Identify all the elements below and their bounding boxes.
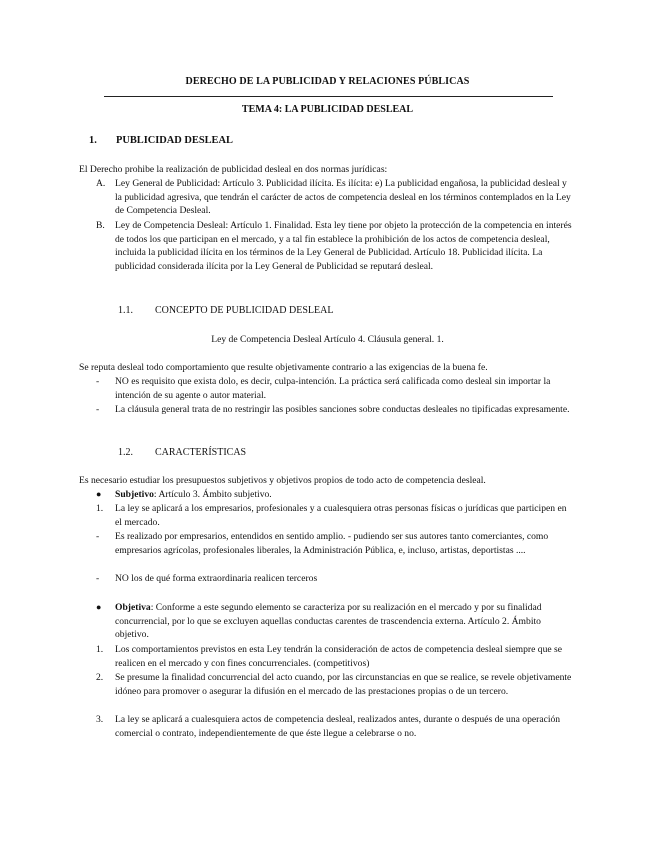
list-marker: 1.	[96, 503, 104, 514]
list-item	[92, 502, 582, 530]
list-item	[92, 375, 582, 403]
section-1-intro: El Derecho prohibe la realización de publicidad desleal en dos normas jurídicas:	[79, 164, 388, 175]
list-item-text: La ley se aplicará a cualesquiera actos de competencia desleal, realizados antes, durante o después de una operación comercial o contrato, independientemente de que éste llegue a celebrarse o no.	[115, 714, 561, 739]
list-item-text: Los comportamientos previstos en esta Ley tendrán la consideración de actos de competencia desleal siempre que se realicen en el mercado y con fines concurrenciales. (competitivos)	[115, 644, 563, 669]
section-1-1-heading	[0, 304, 655, 318]
document-subtitle: TEMA 4: LA PUBLICIDAD DESLEAL	[241, 104, 414, 115]
title-divider	[104, 96, 553, 97]
bullet-label: Objetiva	[115, 602, 151, 613]
section-number: 1.2.	[118, 447, 133, 458]
list-item-text: La ley se aplicará a los empresarios, profesionales y a cualesquiera otras personas físicas o jurídicas que participen en el mercado.	[115, 503, 567, 528]
section-number: 1.	[89, 135, 97, 146]
list-item	[92, 530, 582, 572]
bullet-item-objetiva	[92, 601, 582, 643]
list-item	[92, 572, 582, 586]
list-marker: B.	[96, 220, 105, 231]
section-title: PUBLICIDAD DESLEAL	[116, 135, 233, 146]
document-title: DERECHO DE LA PUBLICIDAD Y RELACIONES PÚBLICAS	[185, 76, 470, 87]
section-1-2-intro: Es necesario estudiar los presupuestos subjetivos y objetivos propios de todo acto de competencia desleal.	[79, 475, 486, 486]
section-1-2-heading	[0, 446, 655, 460]
list-item-text: La cláusula general trata de no restringir las posibles sanciones sobre conductas desleales no tipificadas expresamente.	[115, 404, 570, 415]
bullet-item-subjetivo	[92, 488, 582, 502]
list-item-text: Ley de Competencia Desleal: Artículo 1. Finalidad. Esta ley tiene por objeto la protección de la competencia en interés de todos los que participan en el mercado, y a tal fin establece la prohibición de los actos de competencia desleal, incluida la publicidad ilícita en los términos de la Ley General de Publicidad. Artículo 18. Publicidad ilícita. La publicidad considerada ilícita por la Ley General de Publicidad se reputará desleal.	[115, 220, 572, 272]
list-marker: 1.	[96, 644, 104, 655]
list-item	[92, 403, 582, 431]
section-1-1-intro: Se reputa desleal todo comportamiento que resulte objetivamente contrario a las exigencias de la buena fe.	[79, 362, 488, 373]
bullet-text: : Artículo 3. Ámbito subjetivo.	[153, 489, 272, 500]
bullet-icon: ●	[96, 489, 102, 499]
list-item	[92, 177, 582, 219]
list-item-text: Es realizado por empresarios, entendidos en sentido amplio. - pudiendo ser sus autores tanto comerciantes, como empresarios agrícolas, profesionales liberales, la Administración Pública, e, incluso, artistas, deportistas ....	[115, 531, 549, 556]
section-title: CARACTERÍSTICAS	[155, 447, 247, 458]
list-marker: 3.	[96, 714, 104, 725]
section-title: CONCEPTO DE PUBLICIDAD DESLEAL	[155, 305, 334, 316]
list-item-text: NO es requisito que exista dolo, es decir, culpa-intención. La práctica será calificada como desleal sin importar la intención de su agente o autor material.	[115, 376, 551, 401]
bullet-label: Subjetivo	[115, 489, 154, 500]
list-marker: -	[96, 531, 100, 542]
list-item-text: NO los de qué forma extraordinaria realicen terceros	[115, 573, 318, 584]
section-1-heading	[0, 134, 655, 148]
bullet-text: : Conforme a este segundo elemento se caracteriza por su realización en el mercado y por su finalidad concurrencial, por lo que se excluyen aquellas conductas carentes de trascendencia externa. Artículo 2. Ámbito objetivo.	[115, 602, 542, 641]
list-marker: A.	[96, 178, 106, 189]
list-marker: -	[96, 376, 100, 387]
list-marker: 2.	[96, 672, 104, 683]
citation: Ley de Competencia Desleal Artículo 4. Cláusula general. 1.	[211, 334, 444, 345]
list-item	[92, 713, 582, 741]
list-item-text: Ley General de Publicidad: Artículo 3. Publicidad ilícita. Es ilícita: e) La publicidad engañosa, la publicidad desleal y la publicidad agresiva, que tendrán el carácter de actos de competencia desleal en los términos contemplados en la Ley de Competencia Desleal.	[115, 178, 571, 217]
section-number: 1.1.	[118, 305, 133, 316]
list-marker: -	[96, 404, 100, 415]
list-item	[92, 643, 582, 671]
list-item	[92, 219, 582, 289]
bullet-icon: ●	[96, 602, 102, 612]
list-marker: -	[96, 573, 100, 584]
list-item	[92, 671, 582, 713]
list-item-text: Se presume la finalidad concurrencial del acto cuando, por las circunstancias en que se realice, se revele objetivamente idóneo para promover o asegurar la difusión en el mercado de las prestaciones propias o de un tercero.	[115, 672, 572, 697]
